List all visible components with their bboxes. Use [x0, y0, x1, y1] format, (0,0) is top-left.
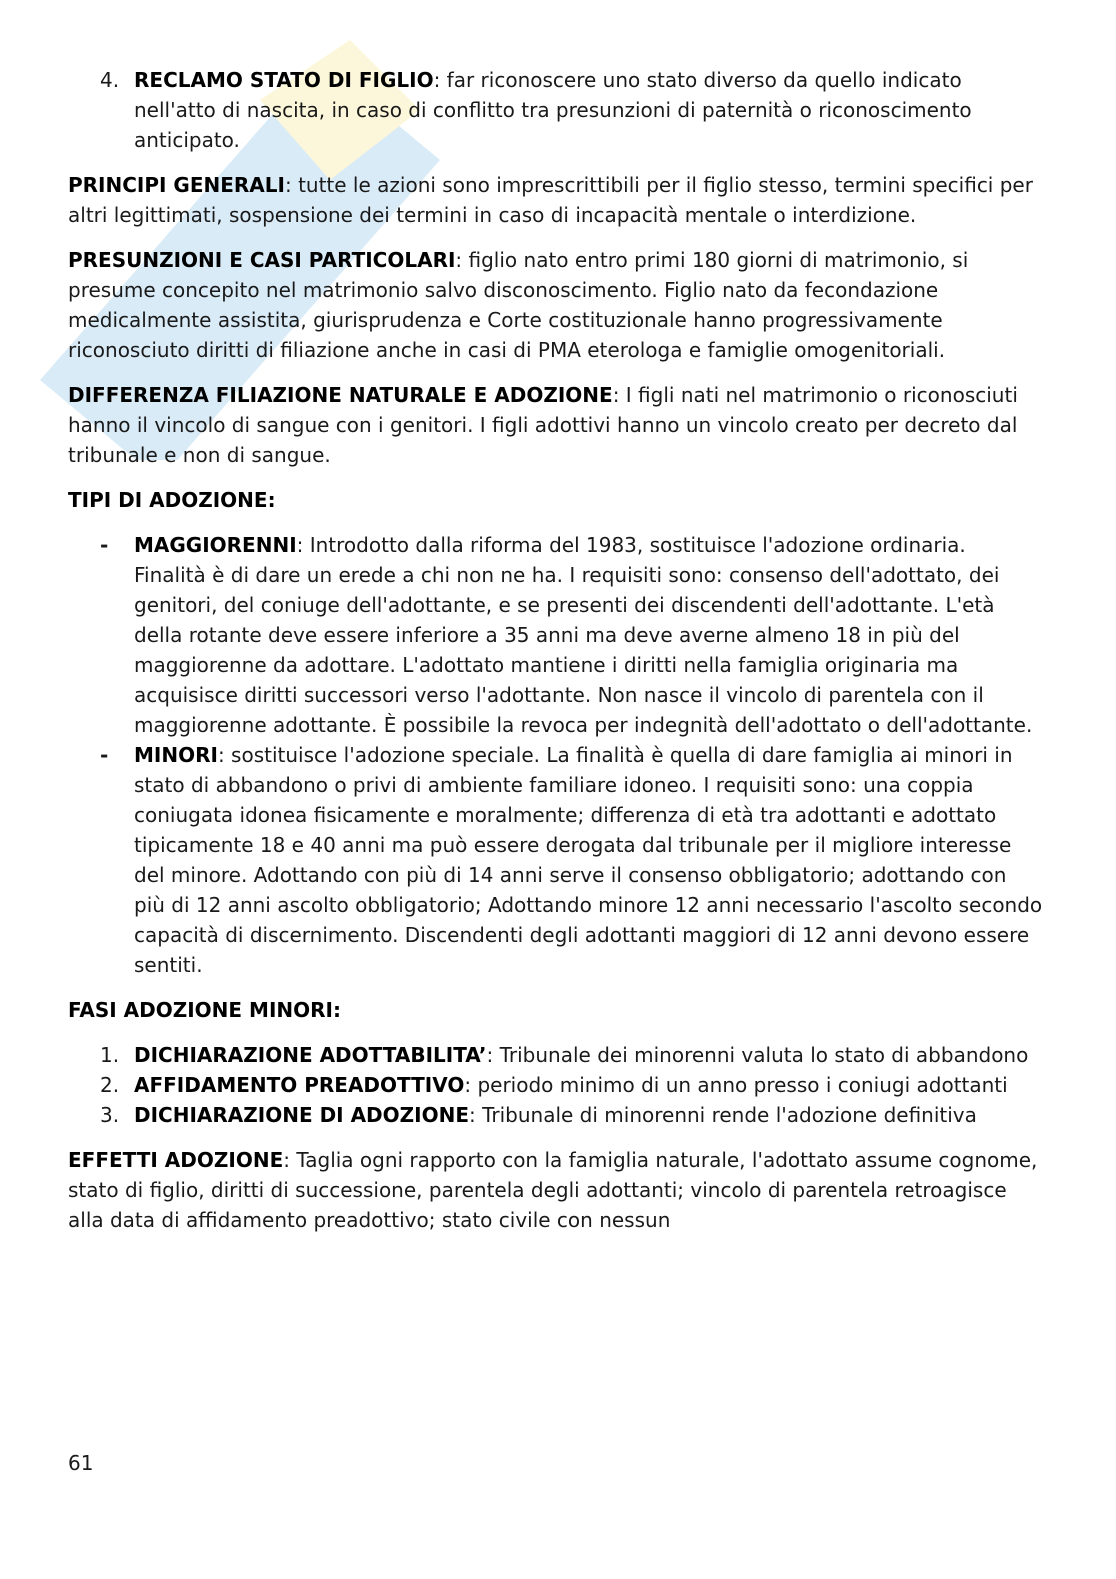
- paragraph-differenza: [68, 380, 1043, 470]
- list-item: [68, 740, 1043, 980]
- heading-tipi: [68, 485, 1043, 515]
- item-title: AFFIDAMENTO PREADOTTIVO: [134, 1073, 465, 1097]
- item-title: MINORI: [134, 743, 218, 767]
- paragraph-presunzioni: [68, 245, 1043, 365]
- item-title: MAGGIORENNI: [134, 533, 297, 557]
- paragraph-title: PRINCIPI GENERALI: [68, 173, 285, 197]
- list-item: [68, 65, 1043, 155]
- document-body: [68, 65, 1043, 1250]
- paragraph-title: PRESUNZIONI E CASI PARTICOLARI: [68, 248, 456, 272]
- item-text: : Tribunale dei minorenni valuta lo stato di abbandono: [486, 1043, 1029, 1067]
- list-marker: 4.: [100, 68, 120, 92]
- item-text: : far riconoscere uno stato diverso da quello indicato nell'atto di nascita, in caso di conflitto tra presunzioni di paternità o riconoscimento anticipato.: [134, 68, 972, 152]
- item-text: : Tribunale di minorenni rende l'adozione definitiva: [469, 1103, 977, 1127]
- item-title: RECLAMO STATO DI FIGLIO: [134, 68, 434, 92]
- tipi-list: [68, 530, 1043, 980]
- list-marker: 1.: [100, 1043, 120, 1067]
- paragraph-title: EFFETTI ADOZIONE: [68, 1148, 284, 1172]
- list-item: [68, 1040, 1043, 1070]
- paragraph-title: DIFFERENZA FILIAZIONE NATURALE E ADOZIONE: [68, 383, 613, 407]
- page-number: 61: [68, 1451, 94, 1475]
- top-numbered-list: [68, 65, 1043, 155]
- item-text: : periodo minimo di un anno presso i coniugi adottanti: [464, 1073, 1008, 1097]
- list-marker: 3.: [100, 1103, 120, 1127]
- list-item: [68, 530, 1043, 740]
- list-item: [68, 1070, 1043, 1100]
- paragraph-text: : Taglia ogni rapporto con la famiglia naturale, l'adottato assume cognome, stato di figlio, diritti di successione, parentela degli adottanti; vincolo di parentela retroagisce alla data di affidamento preadottivo; stato civile con nessun: [68, 1148, 1038, 1232]
- item-title: DICHIARAZIONE DI ADOZIONE: [134, 1103, 469, 1127]
- paragraph-effetti: [68, 1145, 1043, 1235]
- item-text: : sostituisce l'adozione speciale. La finalità è quella di dare famiglia ai minori in stato di abbandono o privi di ambiente familiare idoneo. I requisiti sono: una coppia coniugata idonea fisicamente e moralmente; differenza di età tra adottanti e adottato tipicamente 18 e 40 anni ma può essere derogata dal tribunale per il migliore interesse del minore. Adottando con più di 14 anni serve il consenso obbligatorio; adottando con più di 12 anni ascolto obbligatorio; Adottando minore 12 anni necessario l'ascolto secondo capacità di discernimento. Discendenti degli adottanti maggiori di 12 anni devono essere sentiti.: [134, 743, 1043, 977]
- heading-fasi: [68, 995, 1043, 1025]
- paragraph-principi: [68, 170, 1043, 230]
- bullet-dash: -: [100, 533, 109, 557]
- paragraph-text: : I figli nati nel matrimonio o riconosciuti hanno il vincolo di sangue con i genitori. I figli adottivi hanno un vincolo creato per decreto dal tribunale e non di sangue.: [68, 383, 1018, 467]
- section-heading: FASI ADOZIONE MINORI:: [68, 998, 341, 1022]
- list-marker: 2.: [100, 1073, 120, 1097]
- item-text: : Introdotto dalla riforma del 1983, sostituisce l'adozione ordinaria. Finalità è di dare un erede a chi non ne ha. I requisiti sono: consenso dell'adottato, dei genitori, del coniuge dell'adottante, e se presenti dei discendenti dell'adottante. L'età della rotante deve essere inferiore a 35 anni ma deve averne almeno 18 in più del maggiorenne da adottare. L'adottato mantiene i diritti nella famiglia originaria ma acquisisce diritti successori verso l'adottante. Non nasce il vincolo di parentela con il maggiorenne adottante. È possibile la revoca per indegnità dell'adottato o dell'adottante.: [134, 533, 1033, 737]
- list-item: [68, 1100, 1043, 1130]
- paragraph-text: : figlio nato entro primi 180 giorni di matrimonio, si presume concepito nel matrimonio salvo disconoscimento. Figlio nato da fecondazione medicalmente assistita, giurisprudenza e Corte costituzionale hanno progressivamente riconosciuto diritti di filiazione anche in casi di PMA eterologa e famiglie omogenitoriali.: [68, 248, 969, 362]
- item-title: DICHIARAZIONE ADOTTABILITA’: [134, 1043, 487, 1067]
- bullet-dash: -: [100, 743, 109, 767]
- paragraph-text: : tutte le azioni sono imprescrittibili per il figlio stesso, termini specifici per altri legittimati, sospensione dei termini in caso di incapacità mentale o interdizione.: [68, 173, 1033, 227]
- fasi-list: [68, 1040, 1043, 1130]
- section-heading: TIPI DI ADOZIONE:: [68, 488, 276, 512]
